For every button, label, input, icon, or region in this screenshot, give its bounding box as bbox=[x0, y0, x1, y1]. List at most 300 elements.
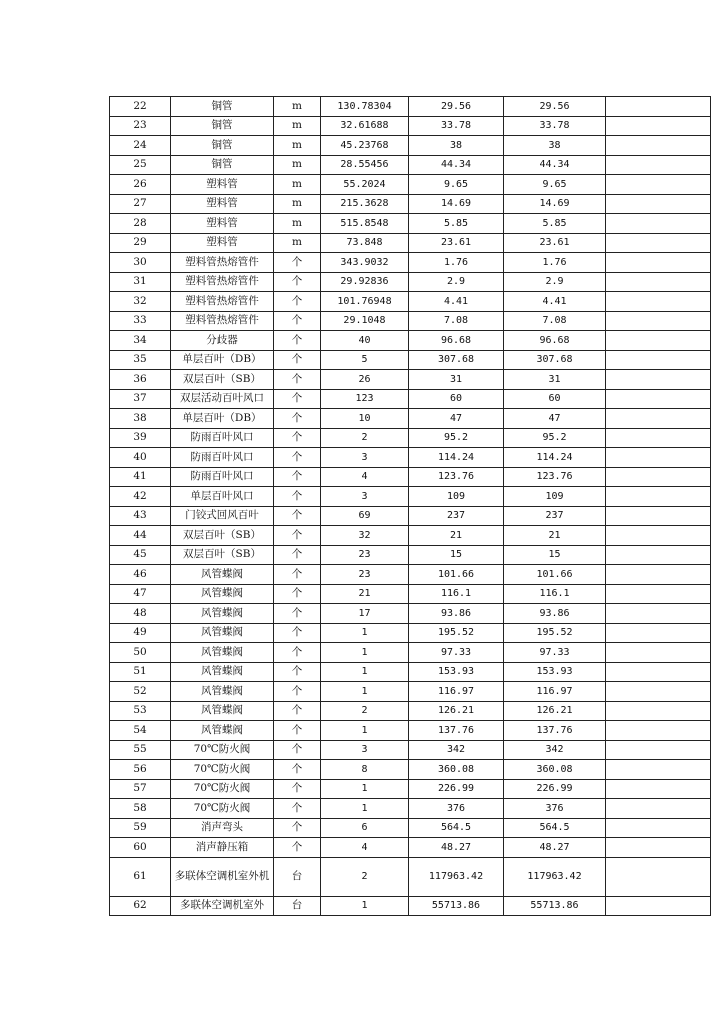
table-row bbox=[110, 350, 711, 370]
item-name-cell: 分歧器 bbox=[171, 331, 274, 351]
unit-cell: 个 bbox=[274, 272, 321, 292]
remark-cell bbox=[606, 838, 711, 858]
table-row bbox=[110, 818, 711, 838]
table-row bbox=[110, 467, 711, 487]
remark-cell bbox=[606, 682, 711, 702]
unit-cell: m bbox=[274, 155, 321, 175]
row-number-cell: 56 bbox=[110, 760, 171, 780]
remark-cell bbox=[606, 818, 711, 838]
quantity-cell: 3 bbox=[321, 740, 409, 760]
quantity-cell: 215.3628 bbox=[321, 194, 409, 214]
remark-cell bbox=[606, 272, 711, 292]
item-name-cell: 风管蝶阀 bbox=[171, 623, 274, 643]
quantity-cell: 1 bbox=[321, 779, 409, 799]
quantity-cell: 21 bbox=[321, 584, 409, 604]
unit-price-cell: 376 bbox=[409, 799, 504, 819]
unit-price-cell: 237 bbox=[409, 506, 504, 526]
unit-cell: 个 bbox=[274, 487, 321, 507]
total-cell: 7.08 bbox=[504, 311, 606, 331]
quantity-cell: 123 bbox=[321, 389, 409, 409]
unit-price-cell: 55713.86 bbox=[409, 896, 504, 916]
total-cell: 123.76 bbox=[504, 467, 606, 487]
quantity-cell: 1 bbox=[321, 896, 409, 916]
remark-cell bbox=[606, 721, 711, 741]
unit-price-cell: 96.68 bbox=[409, 331, 504, 351]
item-name-cell: 风管蝶阀 bbox=[171, 701, 274, 721]
unit-price-cell: 5.85 bbox=[409, 214, 504, 234]
unit-cell: 台 bbox=[274, 896, 321, 916]
quantity-cell: 2 bbox=[321, 701, 409, 721]
quantity-cell: 28.55456 bbox=[321, 155, 409, 175]
total-cell: 21 bbox=[504, 526, 606, 546]
item-name-cell: 风管蝶阀 bbox=[171, 643, 274, 663]
unit-price-cell: 101.66 bbox=[409, 565, 504, 585]
table-row bbox=[110, 272, 711, 292]
remark-cell bbox=[606, 409, 711, 429]
unit-cell: m bbox=[274, 233, 321, 253]
table-row bbox=[110, 623, 711, 643]
row-number-cell: 59 bbox=[110, 818, 171, 838]
quantity-cell: 1 bbox=[321, 662, 409, 682]
item-name-cell: 防雨百叶风口 bbox=[171, 428, 274, 448]
unit-price-cell: 7.08 bbox=[409, 311, 504, 331]
quantity-cell: 32 bbox=[321, 526, 409, 546]
unit-price-cell: 15 bbox=[409, 545, 504, 565]
quantity-cell: 55.2024 bbox=[321, 175, 409, 195]
unit-cell: 个 bbox=[274, 818, 321, 838]
total-cell: 126.21 bbox=[504, 701, 606, 721]
unit-price-cell: 126.21 bbox=[409, 701, 504, 721]
table-body bbox=[110, 97, 711, 916]
item-name-cell: 防雨百叶风口 bbox=[171, 467, 274, 487]
row-number-cell: 27 bbox=[110, 194, 171, 214]
table-row bbox=[110, 214, 711, 234]
row-number-cell: 22 bbox=[110, 97, 171, 117]
remark-cell bbox=[606, 565, 711, 585]
total-cell: 4.41 bbox=[504, 292, 606, 312]
row-number-cell: 31 bbox=[110, 272, 171, 292]
total-cell: 29.56 bbox=[504, 97, 606, 117]
quantity-cell: 3 bbox=[321, 487, 409, 507]
row-number-cell: 47 bbox=[110, 584, 171, 604]
table-row bbox=[110, 643, 711, 663]
remark-cell bbox=[606, 331, 711, 351]
quantity-cell: 2 bbox=[321, 428, 409, 448]
remark-cell bbox=[606, 389, 711, 409]
item-name-cell: 单层百叶风口 bbox=[171, 487, 274, 507]
table-row bbox=[110, 721, 711, 741]
remark-cell bbox=[606, 155, 711, 175]
remark-cell bbox=[606, 116, 711, 136]
item-name-cell: 双层百叶（SB） bbox=[171, 526, 274, 546]
remark-cell bbox=[606, 214, 711, 234]
remark-cell bbox=[606, 584, 711, 604]
total-cell: 14.69 bbox=[504, 194, 606, 214]
row-number-cell: 35 bbox=[110, 350, 171, 370]
unit-price-cell: 153.93 bbox=[409, 662, 504, 682]
total-cell: 564.5 bbox=[504, 818, 606, 838]
row-number-cell: 49 bbox=[110, 623, 171, 643]
row-number-cell: 52 bbox=[110, 682, 171, 702]
remark-cell bbox=[606, 292, 711, 312]
total-cell: 95.2 bbox=[504, 428, 606, 448]
unit-cell: 个 bbox=[274, 584, 321, 604]
total-cell: 1.76 bbox=[504, 253, 606, 273]
table-row bbox=[110, 175, 711, 195]
unit-price-cell: 14.69 bbox=[409, 194, 504, 214]
item-name-cell: 单层百叶（DB） bbox=[171, 350, 274, 370]
row-number-cell: 39 bbox=[110, 428, 171, 448]
item-name-cell: 塑料管热熔管件 bbox=[171, 272, 274, 292]
remark-cell bbox=[606, 760, 711, 780]
unit-price-cell: 564.5 bbox=[409, 818, 504, 838]
quantity-cell: 40 bbox=[321, 331, 409, 351]
unit-cell: 个 bbox=[274, 545, 321, 565]
table-row bbox=[110, 526, 711, 546]
total-cell: 23.61 bbox=[504, 233, 606, 253]
remark-cell bbox=[606, 857, 711, 896]
quantity-cell: 29.92836 bbox=[321, 272, 409, 292]
remark-cell bbox=[606, 506, 711, 526]
table-row bbox=[110, 565, 711, 585]
row-number-cell: 54 bbox=[110, 721, 171, 741]
item-name-cell: 门铰式回风百叶 bbox=[171, 506, 274, 526]
total-cell: 116.97 bbox=[504, 682, 606, 702]
item-name-cell: 防雨百叶风口 bbox=[171, 448, 274, 468]
row-number-cell: 42 bbox=[110, 487, 171, 507]
total-cell: 109 bbox=[504, 487, 606, 507]
unit-price-cell: 123.76 bbox=[409, 467, 504, 487]
table-row bbox=[110, 662, 711, 682]
unit-cell: 个 bbox=[274, 370, 321, 390]
unit-cell: 个 bbox=[274, 448, 321, 468]
unit-cell: 个 bbox=[274, 643, 321, 663]
unit-price-cell: 33.78 bbox=[409, 116, 504, 136]
quantity-cell: 4 bbox=[321, 838, 409, 858]
quantity-cell: 23 bbox=[321, 545, 409, 565]
unit-price-cell: 109 bbox=[409, 487, 504, 507]
unit-price-cell: 44.34 bbox=[409, 155, 504, 175]
table-row bbox=[110, 311, 711, 331]
row-number-cell: 48 bbox=[110, 604, 171, 624]
table-row bbox=[110, 448, 711, 468]
quantity-cell: 1 bbox=[321, 799, 409, 819]
table-row bbox=[110, 857, 711, 896]
remark-cell bbox=[606, 526, 711, 546]
table-row bbox=[110, 779, 711, 799]
item-name-cell: 70℃防火阀 bbox=[171, 799, 274, 819]
remark-cell bbox=[606, 194, 711, 214]
row-number-cell: 37 bbox=[110, 389, 171, 409]
unit-price-cell: 307.68 bbox=[409, 350, 504, 370]
table-row bbox=[110, 760, 711, 780]
quantity-cell: 17 bbox=[321, 604, 409, 624]
remark-cell bbox=[606, 740, 711, 760]
row-number-cell: 32 bbox=[110, 292, 171, 312]
unit-cell: 个 bbox=[274, 350, 321, 370]
unit-cell: 台 bbox=[274, 857, 321, 896]
quantity-cell: 2 bbox=[321, 857, 409, 896]
table-row bbox=[110, 233, 711, 253]
table-row bbox=[110, 370, 711, 390]
item-name-cell: 风管蝶阀 bbox=[171, 565, 274, 585]
unit-cell: 个 bbox=[274, 389, 321, 409]
total-cell: 47 bbox=[504, 409, 606, 429]
unit-price-cell: 60 bbox=[409, 389, 504, 409]
remark-cell bbox=[606, 487, 711, 507]
remark-cell bbox=[606, 253, 711, 273]
total-cell: 137.76 bbox=[504, 721, 606, 741]
table-row bbox=[110, 799, 711, 819]
table-row bbox=[110, 116, 711, 136]
remark-cell bbox=[606, 448, 711, 468]
total-cell: 114.24 bbox=[504, 448, 606, 468]
remark-cell bbox=[606, 311, 711, 331]
quantity-cell: 23 bbox=[321, 565, 409, 585]
total-cell: 153.93 bbox=[504, 662, 606, 682]
row-number-cell: 34 bbox=[110, 331, 171, 351]
item-name-cell: 70℃防火阀 bbox=[171, 740, 274, 760]
table-row bbox=[110, 584, 711, 604]
remark-cell bbox=[606, 97, 711, 117]
quantity-cell: 6 bbox=[321, 818, 409, 838]
table-row bbox=[110, 155, 711, 175]
quantity-cell: 4 bbox=[321, 467, 409, 487]
remark-cell bbox=[606, 175, 711, 195]
row-number-cell: 40 bbox=[110, 448, 171, 468]
row-number-cell: 50 bbox=[110, 643, 171, 663]
unit-cell: 个 bbox=[274, 662, 321, 682]
remark-cell bbox=[606, 604, 711, 624]
total-cell: 360.08 bbox=[504, 760, 606, 780]
item-name-cell: 风管蝶阀 bbox=[171, 682, 274, 702]
row-number-cell: 60 bbox=[110, 838, 171, 858]
table-row bbox=[110, 389, 711, 409]
unit-price-cell: 114.24 bbox=[409, 448, 504, 468]
remark-cell bbox=[606, 467, 711, 487]
total-cell: 9.65 bbox=[504, 175, 606, 195]
row-number-cell: 57 bbox=[110, 779, 171, 799]
unit-cell: m bbox=[274, 136, 321, 156]
total-cell: 5.85 bbox=[504, 214, 606, 234]
unit-price-cell: 117963.42 bbox=[409, 857, 504, 896]
unit-cell: 个 bbox=[274, 331, 321, 351]
unit-cell: 个 bbox=[274, 740, 321, 760]
item-name-cell: 消声弯头 bbox=[171, 818, 274, 838]
unit-price-cell: 2.9 bbox=[409, 272, 504, 292]
unit-price-cell: 195.52 bbox=[409, 623, 504, 643]
remark-cell bbox=[606, 662, 711, 682]
row-number-cell: 29 bbox=[110, 233, 171, 253]
row-number-cell: 46 bbox=[110, 565, 171, 585]
row-number-cell: 24 bbox=[110, 136, 171, 156]
unit-cell: 个 bbox=[274, 760, 321, 780]
table-row bbox=[110, 194, 711, 214]
row-number-cell: 30 bbox=[110, 253, 171, 273]
remark-cell bbox=[606, 545, 711, 565]
unit-price-cell: 38 bbox=[409, 136, 504, 156]
row-number-cell: 61 bbox=[110, 857, 171, 896]
table-row bbox=[110, 253, 711, 273]
total-cell: 116.1 bbox=[504, 584, 606, 604]
remark-cell bbox=[606, 623, 711, 643]
table-row bbox=[110, 292, 711, 312]
total-cell: 96.68 bbox=[504, 331, 606, 351]
quantity-cell: 130.78304 bbox=[321, 97, 409, 117]
row-number-cell: 51 bbox=[110, 662, 171, 682]
unit-cell: 个 bbox=[274, 253, 321, 273]
unit-cell: m bbox=[274, 214, 321, 234]
unit-cell: m bbox=[274, 97, 321, 117]
total-cell: 117963.42 bbox=[504, 857, 606, 896]
total-cell: 44.34 bbox=[504, 155, 606, 175]
total-cell: 97.33 bbox=[504, 643, 606, 663]
table-row bbox=[110, 331, 711, 351]
unit-cell: m bbox=[274, 175, 321, 195]
unit-price-cell: 116.1 bbox=[409, 584, 504, 604]
item-name-cell: 风管蝶阀 bbox=[171, 584, 274, 604]
total-cell: 101.66 bbox=[504, 565, 606, 585]
table-row bbox=[110, 409, 711, 429]
table-row bbox=[110, 136, 711, 156]
item-name-cell: 铜管 bbox=[171, 155, 274, 175]
item-name-cell: 铜管 bbox=[171, 136, 274, 156]
quantity-cell: 29.1048 bbox=[321, 311, 409, 331]
remark-cell bbox=[606, 350, 711, 370]
quantity-cell: 101.76948 bbox=[321, 292, 409, 312]
row-number-cell: 28 bbox=[110, 214, 171, 234]
remark-cell bbox=[606, 428, 711, 448]
unit-cell: 个 bbox=[274, 799, 321, 819]
unit-price-cell: 342 bbox=[409, 740, 504, 760]
remark-cell bbox=[606, 370, 711, 390]
table-row bbox=[110, 701, 711, 721]
total-cell: 55713.86 bbox=[504, 896, 606, 916]
remark-cell bbox=[606, 896, 711, 916]
row-number-cell: 36 bbox=[110, 370, 171, 390]
unit-price-cell: 116.97 bbox=[409, 682, 504, 702]
unit-price-cell: 1.76 bbox=[409, 253, 504, 273]
item-name-cell: 风管蝶阀 bbox=[171, 721, 274, 741]
unit-price-cell: 48.27 bbox=[409, 838, 504, 858]
remark-cell bbox=[606, 779, 711, 799]
unit-cell: 个 bbox=[274, 506, 321, 526]
table-row bbox=[110, 97, 711, 117]
unit-price-cell: 97.33 bbox=[409, 643, 504, 663]
item-name-cell: 单层百叶（DB） bbox=[171, 409, 274, 429]
quantity-cell: 1 bbox=[321, 682, 409, 702]
quantity-cell: 515.8548 bbox=[321, 214, 409, 234]
item-name-cell: 铜管 bbox=[171, 97, 274, 117]
quantity-cell: 73.848 bbox=[321, 233, 409, 253]
quantity-cell: 45.23768 bbox=[321, 136, 409, 156]
row-number-cell: 25 bbox=[110, 155, 171, 175]
row-number-cell: 62 bbox=[110, 896, 171, 916]
quantity-cell: 343.9032 bbox=[321, 253, 409, 273]
total-cell: 237 bbox=[504, 506, 606, 526]
row-number-cell: 26 bbox=[110, 175, 171, 195]
remark-cell bbox=[606, 643, 711, 663]
table-row bbox=[110, 838, 711, 858]
unit-cell: 个 bbox=[274, 526, 321, 546]
item-name-cell: 双层百叶（SB） bbox=[171, 545, 274, 565]
item-name-cell: 塑料管热熔管件 bbox=[171, 292, 274, 312]
item-name-cell: 双层百叶（SB） bbox=[171, 370, 274, 390]
item-name-cell: 多联体空调机室外机 bbox=[171, 857, 274, 896]
unit-cell: 个 bbox=[274, 311, 321, 331]
unit-price-cell: 21 bbox=[409, 526, 504, 546]
total-cell: 307.68 bbox=[504, 350, 606, 370]
item-name-cell: 风管蝶阀 bbox=[171, 604, 274, 624]
total-cell: 195.52 bbox=[504, 623, 606, 643]
remark-cell bbox=[606, 701, 711, 721]
unit-price-cell: 226.99 bbox=[409, 779, 504, 799]
row-number-cell: 53 bbox=[110, 701, 171, 721]
total-cell: 31 bbox=[504, 370, 606, 390]
total-cell: 15 bbox=[504, 545, 606, 565]
total-cell: 376 bbox=[504, 799, 606, 819]
price-table bbox=[109, 96, 711, 916]
item-name-cell: 70℃防火阀 bbox=[171, 779, 274, 799]
quantity-cell: 1 bbox=[321, 623, 409, 643]
item-name-cell: 塑料管 bbox=[171, 233, 274, 253]
total-cell: 93.86 bbox=[504, 604, 606, 624]
unit-cell: 个 bbox=[274, 428, 321, 448]
total-cell: 2.9 bbox=[504, 272, 606, 292]
table-row bbox=[110, 428, 711, 448]
total-cell: 226.99 bbox=[504, 779, 606, 799]
total-cell: 33.78 bbox=[504, 116, 606, 136]
item-name-cell: 风管蝶阀 bbox=[171, 662, 274, 682]
quantity-cell: 8 bbox=[321, 760, 409, 780]
item-name-cell: 塑料管 bbox=[171, 194, 274, 214]
quantity-cell: 3 bbox=[321, 448, 409, 468]
item-name-cell: 多联体空调机室外 bbox=[171, 896, 274, 916]
unit-cell: 个 bbox=[274, 779, 321, 799]
quantity-cell: 1 bbox=[321, 643, 409, 663]
quantity-cell: 10 bbox=[321, 409, 409, 429]
unit-cell: 个 bbox=[274, 565, 321, 585]
remark-cell bbox=[606, 233, 711, 253]
item-name-cell: 双层活动百叶风口 bbox=[171, 389, 274, 409]
unit-price-cell: 93.86 bbox=[409, 604, 504, 624]
remark-cell bbox=[606, 136, 711, 156]
table-row bbox=[110, 506, 711, 526]
table-row bbox=[110, 487, 711, 507]
row-number-cell: 33 bbox=[110, 311, 171, 331]
quantity-cell: 1 bbox=[321, 721, 409, 741]
table-row bbox=[110, 682, 711, 702]
unit-cell: 个 bbox=[274, 701, 321, 721]
unit-cell: 个 bbox=[274, 409, 321, 429]
total-cell: 342 bbox=[504, 740, 606, 760]
unit-price-cell: 360.08 bbox=[409, 760, 504, 780]
table-row bbox=[110, 740, 711, 760]
unit-price-cell: 95.2 bbox=[409, 428, 504, 448]
item-name-cell: 铜管 bbox=[171, 116, 274, 136]
item-name-cell: 塑料管 bbox=[171, 214, 274, 234]
item-name-cell: 塑料管热熔管件 bbox=[171, 253, 274, 273]
quantity-cell: 69 bbox=[321, 506, 409, 526]
row-number-cell: 58 bbox=[110, 799, 171, 819]
unit-cell: 个 bbox=[274, 838, 321, 858]
total-cell: 48.27 bbox=[504, 838, 606, 858]
unit-price-cell: 31 bbox=[409, 370, 504, 390]
unit-price-cell: 137.76 bbox=[409, 721, 504, 741]
table-row bbox=[110, 545, 711, 565]
unit-price-cell: 9.65 bbox=[409, 175, 504, 195]
row-number-cell: 44 bbox=[110, 526, 171, 546]
